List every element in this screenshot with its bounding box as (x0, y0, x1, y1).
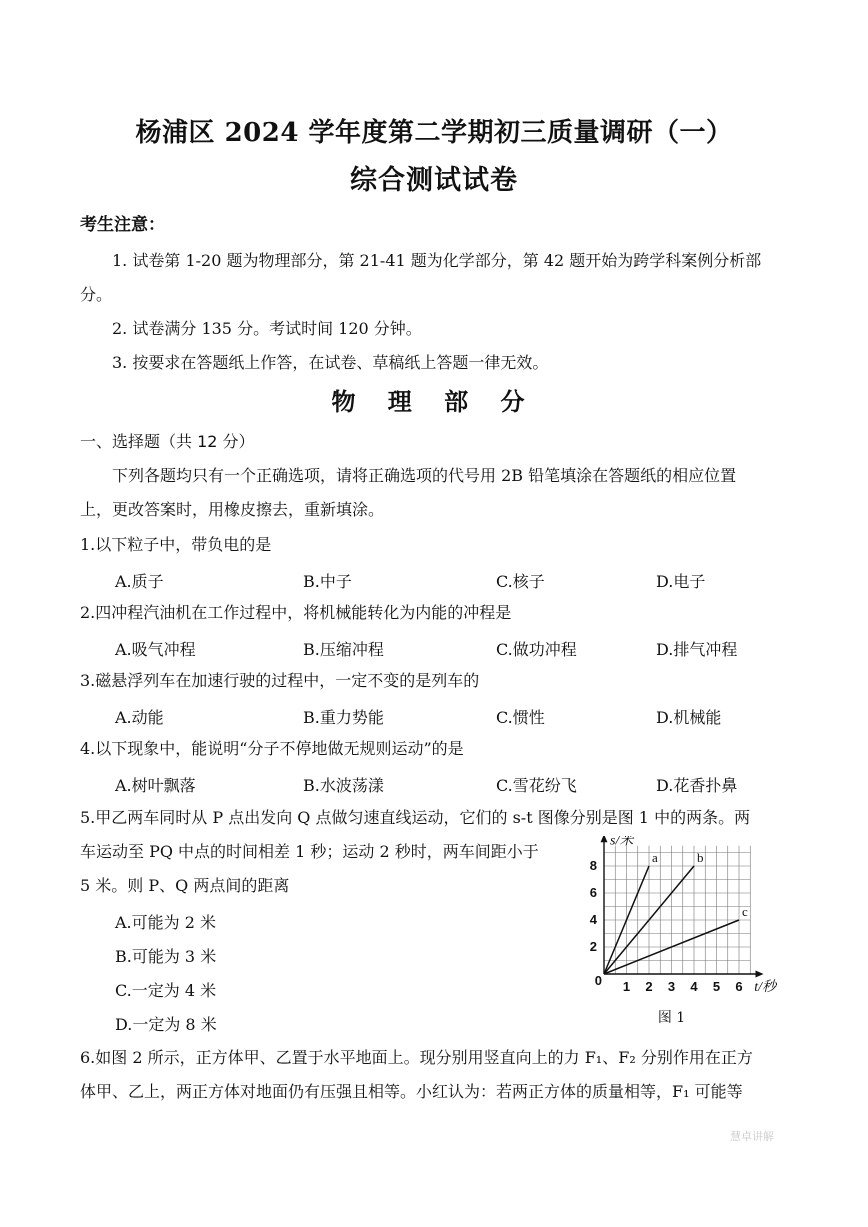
watermark: 慧卓讲解 (730, 1130, 774, 1143)
question-6-line-2: 体甲、乙上，两正方体对地面仍有压强且相等。小红认为：若两正方体的质量相等，F₁ 可能等 (80, 1082, 743, 1101)
y-tick-label: 2 (589, 939, 597, 954)
y-tick-label: 4 (589, 912, 597, 927)
x-tick-label: 4 (690, 979, 698, 994)
question-3-option-a: A.动能 (115, 708, 164, 727)
notice-item-1-cont: 分。 (80, 285, 113, 304)
question-2-option-a: A.吸气冲程 (115, 640, 196, 659)
y-axis-arrow (601, 836, 608, 842)
origin-label: 0 (594, 973, 602, 988)
x-axis-arrow (756, 971, 764, 978)
notice-item-2: 2. 试卷满分 135 分。考试时间 120 分钟。 (112, 319, 422, 338)
exam-title: 杨浦区 2024 学年度第二学期初三质量调研（一） (135, 118, 733, 148)
series-label-b: b (697, 850, 704, 865)
series-label-c: c (742, 904, 748, 919)
question-4-option-d: D.花香扑鼻 (656, 776, 738, 795)
question-2-stem: 2.四冲程汽油机在工作过程中，将机械能转化为内能的冲程是 (80, 603, 512, 622)
x-tick-label: 2 (645, 979, 653, 994)
y-tick-label: 8 (589, 858, 597, 873)
x-tick-label: 6 (735, 979, 743, 994)
x-tick-label: 5 (712, 979, 721, 994)
question-3-option-b: B.重力势能 (303, 708, 384, 727)
question-4-option-a: A.树叶飘落 (115, 776, 196, 795)
notice-item-1: 1. 试卷第 1-20 题为物理部分，第 21-41 题为化学部分，第 42 题开始为跨学科案例分析部 (112, 251, 762, 270)
x-axis-label: t/秒 (754, 980, 777, 995)
figure-1-graph (582, 836, 782, 1032)
question-2-option-d: D.排气冲程 (656, 640, 738, 659)
x-tick-label: 1 (622, 979, 631, 994)
figure-1-caption: 图 1 (657, 1010, 686, 1026)
question-5-option-b: B.可能为 3 米 (115, 947, 217, 966)
x-tick-label: 3 (667, 979, 676, 994)
question-5-option-a: A.可能为 2 米 (115, 913, 216, 932)
question-1-option-b: B.中子 (303, 572, 352, 591)
figure-1 (582, 836, 782, 1032)
part1-instruction-2: 上，更改答案时，用橡皮擦去，重新填涂。 (80, 500, 385, 519)
question-1-option-c: C.核子 (496, 572, 545, 591)
question-3-stem: 3.磁悬浮列车在加速行驶的过程中，一定不变的是列车的 (80, 671, 480, 690)
question-5-option-d: D.一定为 8 米 (115, 1015, 217, 1034)
question-3-option-d: D.机械能 (656, 708, 722, 727)
question-4-option-c: C.雪花纷飞 (496, 776, 577, 795)
part1-heading: 一、选择题（共 12 分） (80, 432, 255, 451)
physics-section-title: 物 理 部 分 (331, 387, 537, 416)
question-5-option-c: C.一定为 4 米 (115, 981, 217, 1000)
series-label-a: a (652, 850, 658, 865)
question-4-option-b: B.水波荡漾 (303, 776, 384, 795)
question-1-stem: 1.以下粒子中，带负电的是 (80, 535, 272, 554)
figure-1-labels (590, 836, 779, 1026)
question-1-option-a: A.质子 (115, 572, 164, 591)
question-2-option-b: B.压缩冲程 (303, 640, 384, 659)
notice-item-3: 3. 按要求在答题纸上作答，在试卷、草稿纸上答题一律无效。 (112, 353, 549, 372)
question-6-line-1: 6.如图 2 所示，正方体甲、乙置于水平地面上。现分别用竖直向上的力 F₁、F₂ 分别作用在正方 (80, 1048, 753, 1067)
y-tick-label: 6 (589, 885, 597, 900)
figure-1-grid (601, 836, 764, 978)
question-5-line-3: 5 米。则 P、Q 两点间的距离 (80, 876, 290, 895)
notice-heading: 考生注意： (80, 215, 165, 235)
question-2-option-c: C.做功冲程 (496, 640, 577, 659)
part1-instruction-1: 下列各题均只有一个正确选项，请将正确选项的代号用 2B 铅笔填涂在答题纸的相应位置 (112, 466, 737, 485)
exam-subtitle: 综合测试试卷 (350, 165, 518, 196)
question-5-line-1: 5.甲乙两车同时从 P 点出发向 Q 点做匀速直线运动，它们的 s-t 图像分别是图 1 中的两条。两 (80, 808, 751, 827)
question-3-option-c: C.惯性 (496, 708, 545, 727)
y-axis-label: s/米 (610, 836, 634, 849)
question-1-option-d: D.电子 (656, 572, 706, 591)
question-5-line-2: 车运动至 PQ 中点的时间相差 1 秒；运动 2 秒时，两车间距小于 (80, 842, 539, 861)
question-4-stem: 4.以下现象中，能说明“分子不停地做无规则运动”的是 (80, 739, 464, 758)
